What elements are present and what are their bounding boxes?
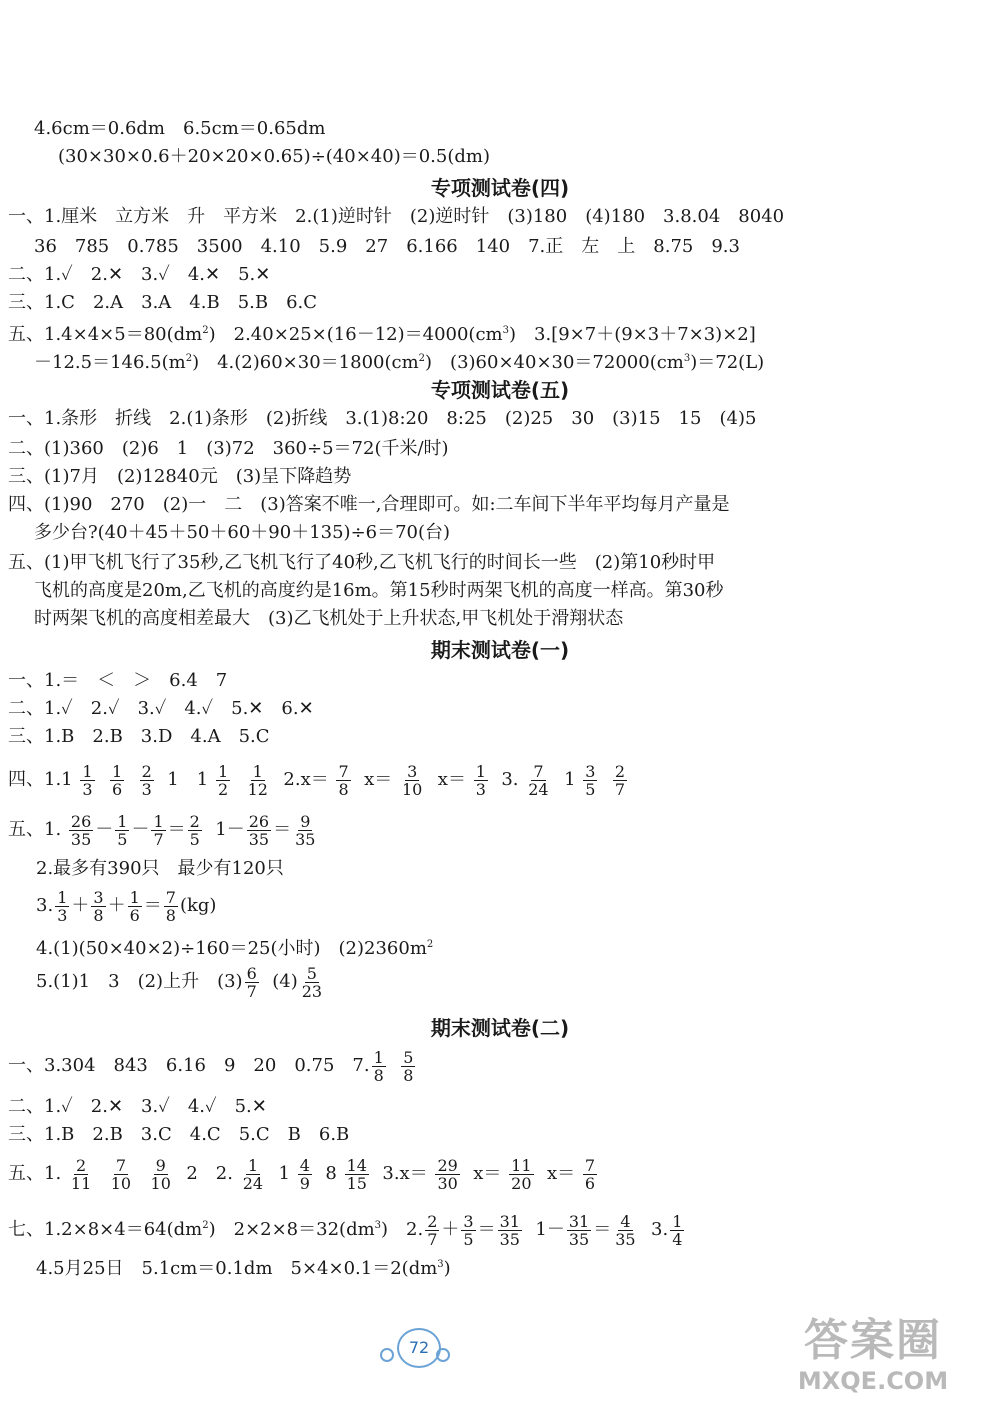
text: 3. xyxy=(36,895,54,916)
answer-line: 飞机的高度是20m,乙飞机的高度约是16m。第15秒时两架飞机的高度一样高。第30秒 xyxy=(34,580,724,601)
fraction-line xyxy=(36,964,326,1000)
denominator: 35 xyxy=(615,1229,636,1249)
operator: ＝ xyxy=(593,1219,612,1240)
superscript: 2 xyxy=(202,1220,209,1231)
numerator: 3 xyxy=(407,761,418,781)
denominator: 5 xyxy=(585,779,596,799)
fraction xyxy=(509,1157,533,1192)
section-title: 专项测试卷(四) xyxy=(430,176,570,200)
watermark-logo-text: 答案圈 xyxy=(804,1315,942,1366)
operator: 1－ xyxy=(535,1219,565,1240)
numerator: 2 xyxy=(427,1211,438,1231)
answer-line xyxy=(36,1254,451,1280)
answer-line: 一、1.＝ ＜ ＞ 6.4 7 xyxy=(8,670,228,691)
numerator: 11 xyxy=(511,1155,532,1175)
answer-line: 四、(1)90 270 (2)一 二 (3)答案不唯一,合理即可。如:二车间下半年平均每月产量是 xyxy=(8,494,730,515)
text: 4.5月25日 5.1cm＝0.1dm 5×4×0.1＝2(dm xyxy=(36,1258,438,1279)
text: ) 4.(2)60×30＝1800(cm xyxy=(192,352,419,373)
numerator: 4 xyxy=(299,1155,310,1175)
denominator: 6 xyxy=(112,779,123,799)
fraction xyxy=(91,889,105,924)
text: 一、3.304 843 6.16 9 20 0.75 7. xyxy=(8,1055,370,1076)
fraction xyxy=(526,763,550,798)
text: ) 2×2×8＝32(dm xyxy=(208,1219,375,1240)
answer-line: 二、1.✓ 2.✓ 3.✓ 4.✓ 5.✕ 6.✕ xyxy=(8,698,314,719)
numerator: 7 xyxy=(338,761,349,781)
text: 五、1.4×4×5＝80(dm xyxy=(8,324,203,345)
numerator: 1 xyxy=(129,887,140,907)
fraction xyxy=(55,889,69,924)
numerator: 1 xyxy=(117,811,128,831)
fraction xyxy=(583,763,597,798)
operator: ＋ xyxy=(441,1219,460,1240)
denominator: 35 xyxy=(70,829,92,849)
denominator: 5 xyxy=(117,829,128,849)
numerator: 7 xyxy=(533,761,544,781)
text: －12.5＝146.5(m xyxy=(34,352,186,373)
denominator: 24 xyxy=(528,779,549,799)
text: ) (3)60×40×30＝72000(cm xyxy=(425,352,684,373)
text: (4) xyxy=(272,971,298,992)
answer-line xyxy=(8,320,756,346)
superscript: 2 xyxy=(202,325,209,336)
text: x＝ xyxy=(546,1163,576,1184)
fraction xyxy=(115,813,129,848)
denominator: 15 xyxy=(346,1173,367,1193)
numerator: 3 xyxy=(585,761,596,781)
fraction xyxy=(401,1049,415,1084)
superscript: 3 xyxy=(437,1259,444,1270)
text: 3. xyxy=(651,1219,669,1240)
decor-circle-icon xyxy=(380,1348,394,1362)
denominator: 6 xyxy=(584,1173,596,1193)
text: 1 xyxy=(278,1163,290,1184)
denominator: 35 xyxy=(499,1229,520,1249)
numerator: 1 xyxy=(247,1155,258,1175)
numerator: 1 xyxy=(153,811,164,831)
fraction xyxy=(69,1157,93,1192)
text: x＝ xyxy=(437,769,466,790)
superscript: 2 xyxy=(418,353,426,364)
fraction-line xyxy=(8,1208,686,1248)
text: ) xyxy=(443,1258,451,1279)
numerator: 5 xyxy=(403,1047,414,1067)
fraction xyxy=(613,1213,637,1248)
numerator: 7 xyxy=(584,1155,596,1175)
text: 5.(1)1 3 (2)上升 (3) xyxy=(36,971,243,992)
fraction xyxy=(298,1157,312,1192)
text: x＝ xyxy=(364,769,393,790)
numerator: 31 xyxy=(499,1211,520,1231)
denominator: 3 xyxy=(141,779,152,799)
fraction xyxy=(400,763,424,798)
numerator: 7 xyxy=(165,887,176,907)
answer-line xyxy=(36,934,433,960)
text: 七、1.2×8×4＝64(dm xyxy=(8,1219,203,1240)
operator: ＋ xyxy=(71,895,90,916)
fraction xyxy=(435,1157,459,1192)
answer-line: 多少台?(40＋45＋50＋60＋90＋135)÷6＝70(台) xyxy=(34,522,451,543)
denominator: 10 xyxy=(401,779,423,799)
watermark-url: MXQE.COM xyxy=(797,1367,949,1395)
text: 五、1. xyxy=(8,1163,62,1184)
answer-line: 时两架飞机的高度相差最大 (3)乙飞机处于上升状态,甲飞机处于滑翔状态 xyxy=(34,608,624,629)
numerator: 1 xyxy=(57,887,68,907)
answer-line: 4.6cm＝0.6dm 6.5cm＝0.65dm xyxy=(34,118,326,139)
denominator: 24 xyxy=(242,1173,264,1193)
numerator: 14 xyxy=(346,1155,367,1175)
fraction xyxy=(140,763,154,798)
answer-line: 一、1.条形 折线 2.(1)条形 (2)折线 3.(1)8:20 8:25 (2)25 30 (3)15 15 (4)5 xyxy=(8,408,757,429)
denominator: 3 xyxy=(475,779,486,799)
text: 4.(1)(50×40×2)÷160＝25(小时) (2)2360m xyxy=(36,938,427,959)
fraction xyxy=(164,889,178,924)
fraction xyxy=(461,1213,475,1248)
fraction xyxy=(425,1213,439,1248)
numerator: 3 xyxy=(463,1211,474,1231)
text: 8 xyxy=(325,1163,337,1184)
numerator: 2 xyxy=(189,811,200,831)
superscript: 3 xyxy=(683,353,691,364)
numerator: 9 xyxy=(155,1155,166,1175)
operator: ＋ xyxy=(107,895,126,916)
fraction-line xyxy=(8,1048,417,1084)
text: ) 3.[9×7＋(9×3＋7×3)×2] xyxy=(508,324,756,345)
operator: ＝ xyxy=(273,819,292,840)
denominator: 5 xyxy=(189,829,200,849)
decor-circle-icon xyxy=(436,1348,450,1362)
superscript: 3 xyxy=(502,325,509,336)
fraction xyxy=(246,763,270,798)
fraction xyxy=(670,1213,684,1248)
superscript: 2 xyxy=(185,353,193,364)
numerator: 2 xyxy=(141,761,152,781)
fraction xyxy=(245,965,259,1000)
denominator: 9 xyxy=(299,1173,310,1193)
denominator: 2 xyxy=(217,779,229,799)
fraction-line xyxy=(36,888,216,924)
text: 四、1.1 xyxy=(8,769,73,790)
fraction xyxy=(474,763,488,798)
answer-line: 二、1.✓ 2.✕ 3.✓ 4.✕ 5.✕ xyxy=(8,264,271,285)
text: 3.x＝ xyxy=(382,1163,428,1184)
fraction xyxy=(613,763,627,798)
denominator: 35 xyxy=(248,829,270,849)
denominator: 20 xyxy=(511,1173,532,1193)
answer-line: 三、1.B 2.B 3.D 4.A 5.C xyxy=(8,726,270,747)
numerator: 31 xyxy=(568,1211,590,1231)
numerator: 1 xyxy=(112,761,123,781)
fraction xyxy=(80,763,94,798)
text: 3. xyxy=(501,769,519,790)
operator: ＝ xyxy=(167,819,186,840)
fraction xyxy=(336,763,350,798)
text: 1 xyxy=(564,769,576,790)
answer-line: 二、(1)360 (2)6 1 (3)72 360÷5＝72(千米/时) xyxy=(8,438,449,459)
denominator: 8 xyxy=(93,905,104,925)
answer-line: 2.最多有390只 最少有120只 xyxy=(36,858,284,879)
section-title: 期末测试卷(二) xyxy=(430,1016,570,1040)
numerator: 1 xyxy=(82,761,93,781)
operator: 1－ xyxy=(215,819,245,840)
numerator: 2 xyxy=(76,1155,87,1175)
denominator: 8 xyxy=(373,1065,384,1085)
fraction xyxy=(241,1157,265,1192)
denominator: 7 xyxy=(246,981,257,1001)
denominator: 23 xyxy=(301,981,323,1001)
numerator: 2 xyxy=(614,761,626,781)
text: ) 2.40×25×(16－12)＝4000(cm xyxy=(208,324,503,345)
denominator: 8 xyxy=(338,779,349,799)
denominator: 7 xyxy=(614,779,626,799)
fraction-line xyxy=(8,812,319,848)
fraction xyxy=(216,763,230,798)
numerator: 29 xyxy=(437,1155,458,1175)
page-number: 72 xyxy=(397,1328,441,1368)
numerator: 1 xyxy=(252,761,263,781)
text: 五、1. xyxy=(8,819,62,840)
operator: ＝ xyxy=(143,895,162,916)
section-title: 专项测试卷(五) xyxy=(430,378,570,402)
fraction-line xyxy=(8,762,629,798)
page-number-badge xyxy=(380,1326,460,1378)
numerator: 26 xyxy=(248,811,270,831)
denominator: 5 xyxy=(463,1229,474,1249)
fraction xyxy=(69,813,93,848)
operator: － xyxy=(95,819,114,840)
denominator: 10 xyxy=(110,1173,132,1193)
answer-line: 一、1.厘米 立方米 升 平方米 2.(1)逆时针 (2)逆时针 (3)180 (4)180 3.8.04 8040 xyxy=(8,206,785,227)
fraction xyxy=(109,1157,133,1192)
fraction xyxy=(372,1049,386,1084)
text: )＝72(L) xyxy=(690,352,765,373)
denominator: 11 xyxy=(70,1173,92,1193)
answer-line: 三、(1)7月 (2)12840元 (3)呈下降趋势 xyxy=(8,466,352,487)
text: x＝ xyxy=(473,1163,502,1184)
answer-line: 五、(1)甲飞机飞行了35秒,乙飞机飞行了40秒,乙飞机飞行的时间长一些 (2)第10秒时甲 xyxy=(8,552,716,573)
numerator: 1 xyxy=(475,761,486,781)
numerator: 5 xyxy=(306,963,317,983)
superscript: 3 xyxy=(374,1220,382,1231)
text: 2.x＝ xyxy=(283,769,329,790)
answer-line: 三、1.C 2.A 3.A 4.B 5.B 6.C xyxy=(8,292,318,313)
denominator: 4 xyxy=(672,1229,683,1249)
numerator: 1 xyxy=(373,1047,384,1067)
denominator: 35 xyxy=(568,1229,590,1249)
text: 2 2. xyxy=(186,1163,233,1184)
watermark xyxy=(758,1316,988,1406)
operator: ＝ xyxy=(477,1219,496,1240)
numerator: 6 xyxy=(246,963,257,983)
fraction xyxy=(567,1213,591,1248)
fraction xyxy=(300,965,324,1000)
denominator: 3 xyxy=(82,779,93,799)
superscript: 2 xyxy=(426,939,434,950)
denominator: 7 xyxy=(153,829,164,849)
numerator: 1 xyxy=(672,1211,683,1231)
answer-line: 三、1.B 2.B 3.C 4.C 5.C B 6.B xyxy=(8,1124,350,1145)
denominator: 10 xyxy=(150,1173,171,1193)
numerator: 1 xyxy=(217,761,229,781)
denominator: 12 xyxy=(247,779,268,799)
numerator: 3 xyxy=(93,887,104,907)
fraction xyxy=(345,1157,369,1192)
fraction xyxy=(498,1213,522,1248)
denominator: 30 xyxy=(437,1173,458,1193)
answer-line: 36 785 0.785 3500 4.10 5.9 27 6.166 140 7.正 左 上 8.75 9.3 xyxy=(34,236,740,257)
numerator: 26 xyxy=(70,811,92,831)
denominator: 6 xyxy=(129,905,140,925)
fraction-line xyxy=(8,1156,599,1192)
fraction xyxy=(149,1157,173,1192)
fraction xyxy=(188,813,202,848)
denominator: 35 xyxy=(295,829,316,849)
fraction xyxy=(128,889,142,924)
numerator: 4 xyxy=(620,1211,631,1231)
answer-line: (30×30×0.6＋20×20×0.65)÷(40×40)＝0.5(dm) xyxy=(58,146,490,167)
fraction xyxy=(151,813,165,848)
section-title: 期末测试卷(一) xyxy=(430,638,570,662)
denominator: 8 xyxy=(165,905,176,925)
text: ) 2. xyxy=(381,1219,424,1240)
text: (kg) xyxy=(179,895,217,916)
fraction xyxy=(247,813,271,848)
operator: － xyxy=(131,819,150,840)
fraction xyxy=(110,763,124,798)
denominator: 8 xyxy=(403,1065,414,1085)
fraction xyxy=(293,813,317,848)
denominator: 3 xyxy=(57,905,68,925)
answer-line: 二、1.✓ 2.✕ 3.✓ 4.✓ 5.✕ xyxy=(8,1096,267,1117)
numerator: 7 xyxy=(115,1155,126,1175)
fraction xyxy=(583,1157,597,1192)
numerator: 9 xyxy=(300,811,311,831)
denominator: 7 xyxy=(427,1229,438,1249)
text: 1 1 xyxy=(167,769,209,790)
answer-line xyxy=(34,348,764,374)
